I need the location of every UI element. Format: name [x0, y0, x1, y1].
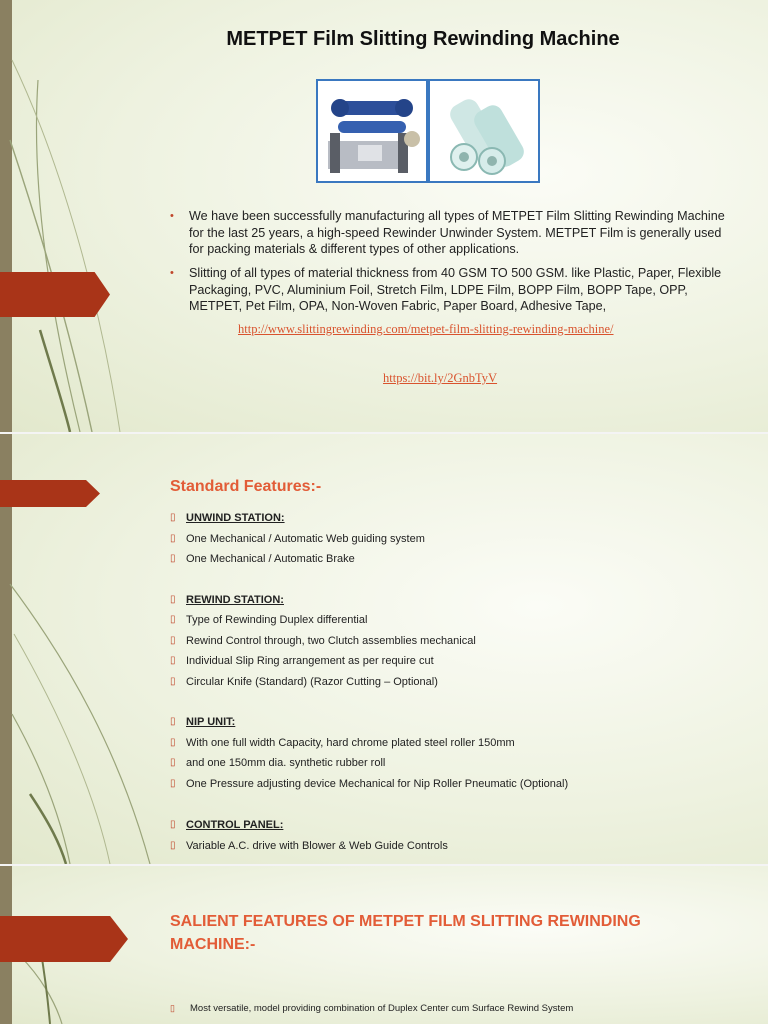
feature-item: ▯ Rewind Control through, two Clutch assemblies mechanical — [170, 635, 476, 647]
bullet-square-icon: ▯ — [170, 655, 176, 666]
bullet-square-icon: ▯ — [170, 676, 176, 687]
bullet-square-icon: ▯ — [170, 594, 176, 605]
feature-item: ▯ Circular Knife (Standard) (Razor Cutting – Optional) — [170, 676, 438, 688]
film-rolls-image — [428, 79, 540, 183]
feature-item: ▯ With one full width Capacity, hard chrome plated steel roller 150mm — [170, 737, 515, 749]
bullet-dot-icon: • — [170, 267, 174, 279]
machine-image — [316, 79, 428, 183]
feature-item: ▯ Most versatile, model providing combination of Duplex Center cum Surface Rewind System — [170, 1003, 574, 1014]
bullet-square-icon: ▯ — [170, 635, 176, 646]
bullet-square-icon: ▯ — [170, 614, 176, 625]
product-link[interactable]: http://www.slittingrewinding.com/metpet-film-slitting-rewinding-machine/ — [238, 322, 614, 336]
bullet-square-icon: ▯ — [170, 512, 176, 523]
section-tab — [0, 916, 128, 962]
bullet-square-icon: ▯ — [170, 757, 176, 768]
feature-item: ▯ and one 150mm dia. synthetic rubber roll — [170, 757, 386, 769]
control-panel-heading: ▯ CONTROL PANEL: — [170, 819, 284, 831]
section-tab — [0, 480, 100, 507]
slide-title: METPET Film Slitting Rewinding Machine — [226, 28, 620, 50]
unwind-station-heading: ▯ UNWIND STATION: — [170, 512, 285, 524]
slide-3 — [0, 866, 768, 1024]
bullet-dot-icon: • — [170, 210, 174, 222]
rewind-station-heading: ▯ REWIND STATION: — [170, 594, 284, 606]
bullet-square-icon: ▯ — [170, 737, 176, 748]
standard-features-heading: Standard Features:- — [170, 478, 322, 495]
slide-1 — [0, 0, 768, 432]
intro-bullet: • We have been successfully manufacturing all types of METPET Film Slitting Rewinding Machine for the last 25 years, a high-speed Rewinder Unwinder System. METPET Film is generally used for packing materials & different types of other applications. — [170, 209, 725, 256]
short-link[interactable]: https://bit.ly/2GnbTyV — [383, 371, 498, 385]
feature-item: ▯ Individual Slip Ring arrangement as per require cut — [170, 655, 434, 667]
bullet-square-icon: ▯ — [170, 1003, 175, 1013]
slide-2 — [0, 434, 768, 864]
feature-item: ▯ One Pressure adjusting device Mechanical for Nip Roller Pneumatic (Optional) — [170, 778, 569, 790]
salient-features-heading: SALIENT FEATURES OF METPET FILM SLITTING REWINDING MACHINE:- — [170, 913, 641, 953]
bullet-square-icon: ▯ — [170, 840, 176, 851]
section-tab — [0, 272, 110, 317]
feature-item: ▯ Variable A.C. drive with Blower & Web Guide Controls — [170, 840, 448, 852]
feature-item: ▯ One Mechanical / Automatic Brake — [170, 553, 355, 565]
materials-bullet: • Slitting of all types of material thickness from 40 GSM TO 500 GSM. like Plastic, Paper, Flexible Packaging, PVC, Aluminium Foil, Stretch Film, LDPE Film, BOPP Film, BOPP Tape, OPP, METPET, Pet Film, OPA, Non-Woven Fabric, Paper Board, Adhesive Tape, — [170, 266, 722, 313]
feature-item: ▯ Type of Rewinding Duplex differential — [170, 614, 368, 626]
bullet-square-icon: ▯ — [170, 819, 176, 830]
bullet-square-icon: ▯ — [170, 533, 176, 544]
nip-unit-heading: ▯ NIP UNIT: — [170, 716, 236, 728]
swoosh-decoration — [0, 0, 140, 432]
feature-item: ▯ One Mechanical / Automatic Web guiding system — [170, 533, 425, 545]
bullet-square-icon: ▯ — [170, 553, 176, 564]
bullet-square-icon: ▯ — [170, 716, 176, 727]
bullet-square-icon: ▯ — [170, 778, 176, 789]
